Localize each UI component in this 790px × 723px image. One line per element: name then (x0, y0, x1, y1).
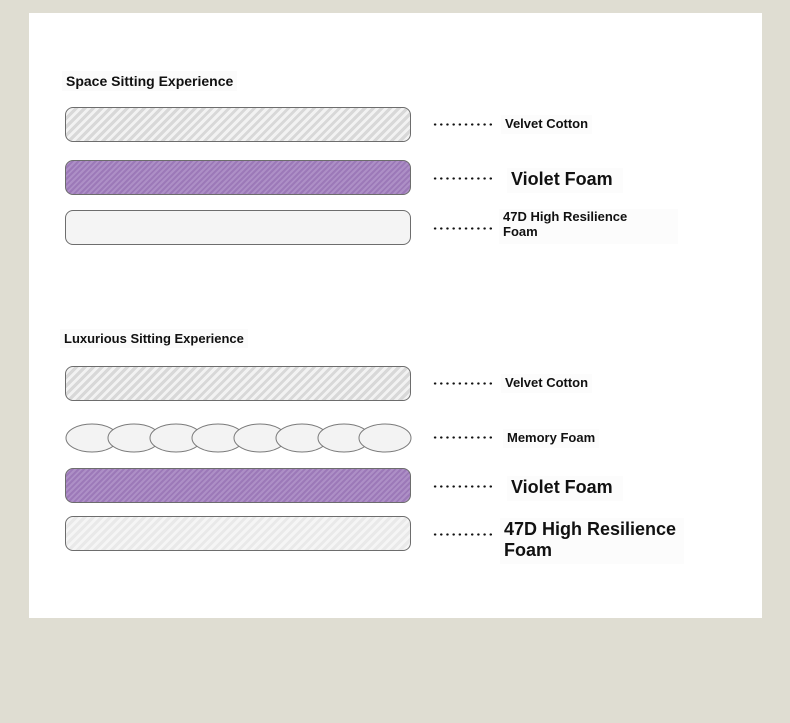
section-title-luxurious: Luxurious Sitting Experience (60, 329, 248, 348)
layer-high-resilience-foam (65, 210, 411, 245)
layer-violet-foam (65, 160, 411, 195)
layer-velvet-cotton (65, 107, 411, 142)
label-violet-foam: Violet Foam (507, 476, 623, 501)
leader-dots (432, 485, 492, 488)
layer-velvet-cotton (65, 366, 411, 401)
label-velvet-cotton: Velvet Cotton (501, 115, 592, 134)
leader-dots (432, 533, 492, 536)
leader-dots (432, 436, 492, 439)
layer-violet-foam (65, 468, 411, 503)
label-high-resilience-foam: 47D High Resilience Foam (500, 518, 684, 564)
diagram-card (29, 13, 762, 618)
leader-dots (432, 227, 492, 230)
label-high-resilience-foam: 47D High Resilience Foam (499, 209, 678, 244)
leader-dots (432, 382, 492, 385)
label-velvet-cotton: Velvet Cotton (501, 374, 592, 393)
layer-high-resilience-foam (65, 516, 411, 551)
section-title-space: Space Sitting Experience (62, 71, 237, 91)
layer-memory-foam (65, 423, 413, 453)
label-violet-foam: Violet Foam (507, 168, 623, 193)
leader-dots (432, 123, 492, 126)
label-memory-foam: Memory Foam (503, 429, 599, 448)
leader-dots (432, 177, 492, 180)
